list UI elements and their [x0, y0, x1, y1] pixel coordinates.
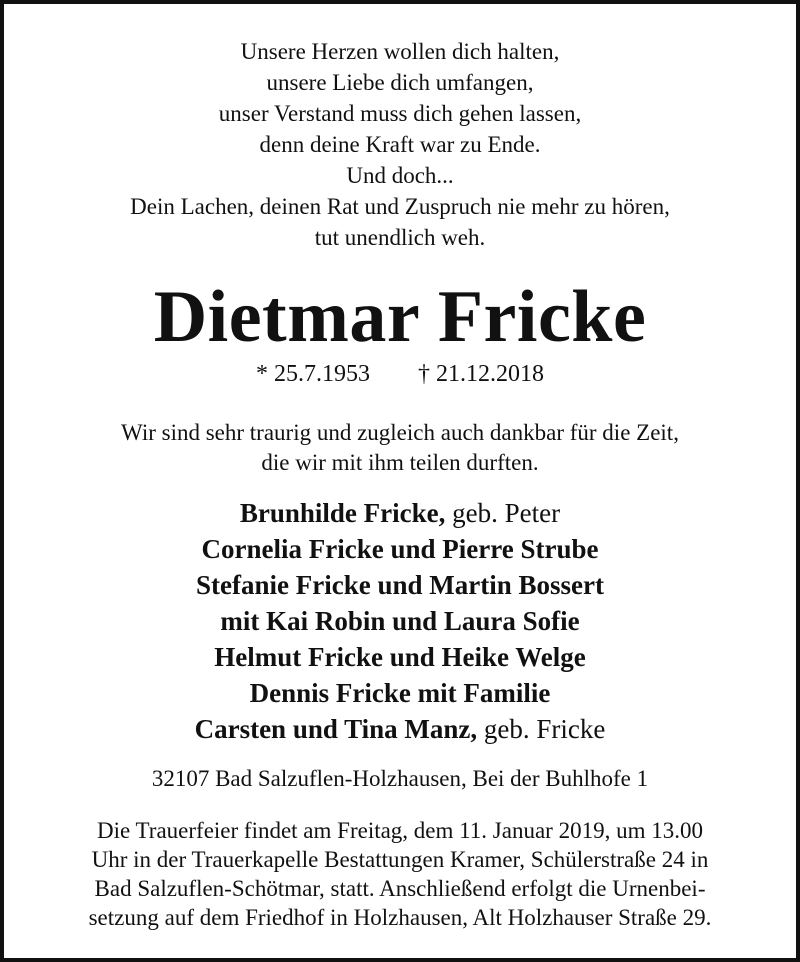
- mourner-note: geb. Peter: [445, 498, 561, 528]
- family-address: 32107 Bad Salzuflen-Holzhausen, Bei der Buhlhofe 1: [151, 766, 649, 791]
- funeral-service-info: [34, 816, 766, 932]
- mourner-name: Cornelia Fricke und Pierre Strube: [201, 534, 599, 564]
- mourners-list: [4, 495, 796, 747]
- poem-line: Dein Lachen, deinen Rat und Zuspruch nie mehr zu hören,: [130, 194, 670, 219]
- mourner-name: Helmut Fricke und Heike Welge: [214, 642, 586, 672]
- deceased-name: Dietmar Fricke: [153, 276, 647, 358]
- poem-line: Und doch...: [346, 163, 454, 188]
- mourner-name: Carsten und Tina Manz,: [194, 714, 478, 744]
- service-line: setzung auf dem Friedhof in Holzhausen, Alt Holzhauser Straße 29.: [88, 905, 712, 930]
- thanks-text: [4, 418, 796, 478]
- mourner-note: geb. Fricke: [477, 714, 606, 744]
- mourner-line: [4, 639, 796, 675]
- service-line: Die Trauerfeier findet am Freitag, dem 11. Januar 2019, um 13.00: [97, 818, 703, 843]
- life-dates: [4, 358, 796, 390]
- poem-line: tut unendlich weh.: [314, 225, 486, 250]
- thanks-line: Wir sind sehr traurig und zugleich auch dankbar für die Zeit,: [121, 420, 679, 445]
- mourner-line: [4, 567, 796, 603]
- poem-line: denn deine Kraft war zu Ende.: [259, 132, 541, 157]
- mourner-name: Brunhilde Fricke,: [239, 498, 446, 528]
- poem-line: unser Verstand muss dich gehen lassen,: [218, 101, 582, 126]
- mourner-line: [4, 603, 796, 639]
- poem: [4, 36, 796, 253]
- mourner-name: mit Kai Robin und Laura Sofie: [220, 606, 580, 636]
- death-date: † 21.12.2018: [418, 361, 544, 387]
- service-line: Uhr in der Trauerkapelle Bestattungen Kramer, Schülerstraße 24 in: [91, 847, 709, 872]
- service-line: Bad Salzuflen-Schötmar, statt. Anschließend erfolgt die Urnenbei-: [94, 876, 706, 901]
- mourner-line: [4, 711, 796, 747]
- mourner-name: Stefanie Fricke und Martin Bossert: [196, 570, 604, 600]
- poem-line: Unsere Herzen wollen dich halten,: [240, 39, 560, 64]
- mourner-line: [4, 531, 796, 567]
- thanks-line: die wir mit ihm teilen durften.: [261, 450, 539, 475]
- mourner-name: Dennis Fricke mit Familie: [249, 678, 551, 708]
- birth-date: * 25.7.1953: [256, 361, 370, 387]
- mourner-line: [4, 675, 796, 711]
- poem-line: unsere Liebe dich umfangen,: [266, 70, 534, 95]
- mourner-line: [4, 495, 796, 531]
